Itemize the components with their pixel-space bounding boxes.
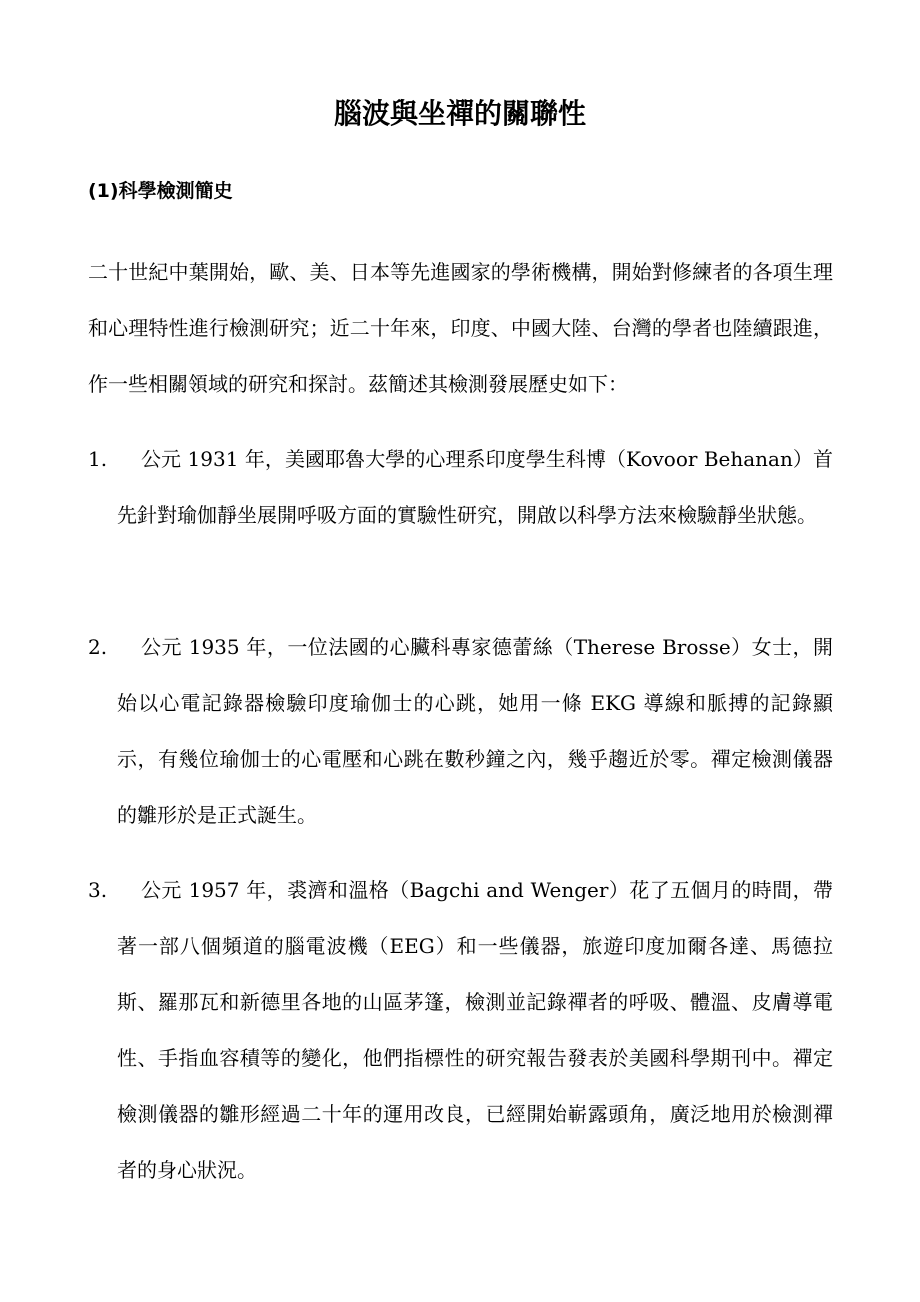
list-item-text: 公元 1957 年，裘濟和溫格（Bagchi and Wenger）花了五個月的時間，帶著一部八個頻道的腦電波機（EEG）和一些儀器，旅遊印度加爾各達、馬德拉斯、羅那瓦和新德里各地的山區茅篷，檢測並記錄禪者的呼吸、體溫、皮膚導電性、手指血容積等的變化，他們指標性的研究報告發表於美國科學期刊中。禪定檢測儀器的雛形經過二十年的運用改良，已經開始嶄露頭角，廣泛地用於檢測禪者的身心狀況。 <box>117 878 833 1182</box>
list-item-text: 公元 1935 年，一位法國的心臟科專家德蕾絲（Therese Brosse）女士，開始以心電記錄器檢驗印度瑜伽士的心跳，她用一條 EKG 導線和脈搏的記錄顯示，有幾位瑜伽士的心電壓和心跳在數秒鐘之內，幾乎趨近於零。禪定檢測儀器的雛形於是正式誕生。 <box>117 635 833 827</box>
document-title: 腦波與坐禪的關聯性 <box>333 97 586 130</box>
list-item <box>88 431 833 543</box>
list-item <box>88 619 833 843</box>
section-heading: (1)科學檢測簡史 <box>88 180 233 202</box>
list-item-number: 1. <box>88 447 108 471</box>
intro-paragraph: 二十世紀中葉開始，歐、美、日本等先進國家的學術機構，開始對修練者的各項生理和心理特性進行檢測研究；近二十年來，印度、中國大陸、台灣的學者也陸續跟進，作一些相關領域的研究和探討。茲簡述其檢測發展歷史如下： <box>88 260 833 396</box>
list-item-number: 3. <box>88 878 108 902</box>
list-item-text: 公元 1931 年，美國耶魯大學的心理系印度學生科博（Kovoor Behanan）首先針對瑜伽靜坐展開呼吸方面的實驗性研究，開啟以科學方法來檢驗靜坐狀態。 <box>117 447 833 527</box>
list-item-number: 2. <box>88 635 108 659</box>
list-item <box>88 862 833 1198</box>
